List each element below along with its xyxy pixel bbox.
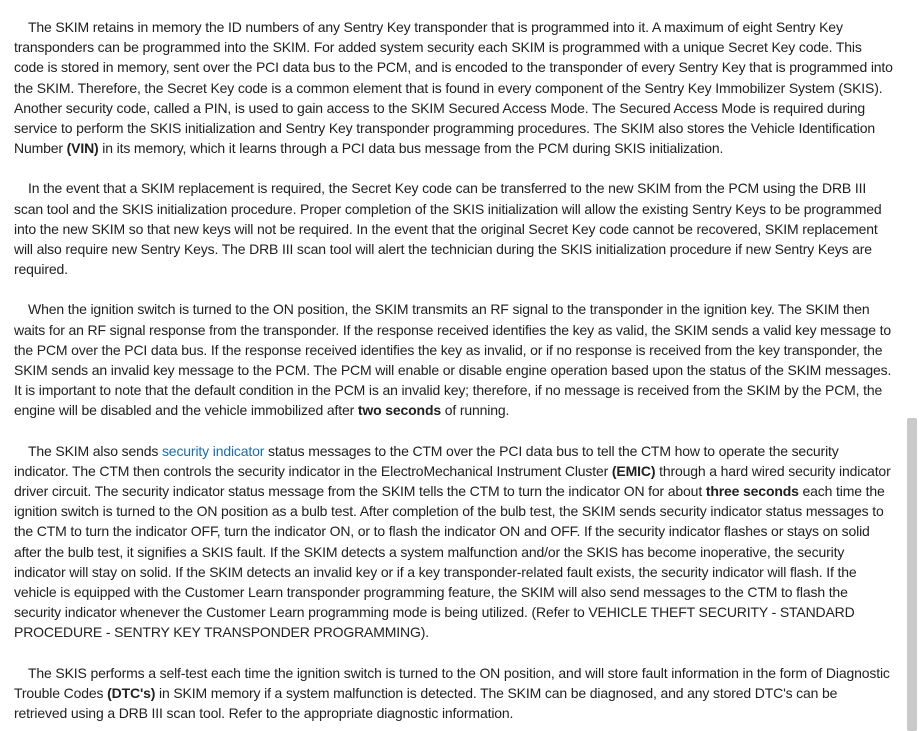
vertical-scrollbar[interactable]: [905, 0, 919, 731]
paragraph-3: [14, 299, 894, 420]
security-indicator-link[interactable]: security indicator: [161, 442, 265, 459]
paragraph-text: The SKIM also sends: [28, 442, 162, 459]
bold-term: (EMIC): [611, 462, 656, 479]
paragraph-text: in SKIM memory if a system malfunction is detected. The SKIM can be diagnosed, and any stored DTC's can be retrieved using a DRB III scan tool. Refer to the appropriate diagnostic information.: [14, 684, 838, 722]
paragraph-2: [14, 178, 894, 279]
bold-term: three seconds: [705, 483, 799, 500]
paragraph-text: The SKIS performs a self-test each time the ignition switch is turned to the ON position, and will store fault information in the form of Diagnostic Trouble Codes: [14, 664, 890, 701]
bold-term: (DTC's): [107, 684, 156, 701]
paragraph-text: through a hard wired security indicator driver circuit. The security indicator status message from the SKIM tells the CTM to turn the indicator ON for about: [14, 462, 891, 500]
bold-term: two seconds: [357, 402, 441, 419]
scrollbar-thumb[interactable]: [907, 418, 917, 731]
document-body: [14, 17, 894, 731]
paragraph-5: [14, 663, 894, 724]
paragraph-text: of running.: [441, 402, 510, 419]
paragraph-text: The SKIM retains in memory the ID numbers of any Sentry Key transponder that is programmed into it. A maximum of eight Sentry Key transponders can be programmed into the SKIM. For added system security each SKIM is programmed with a unique Secret Key code. This code is stored in memory, sent over the PCI data bus to the PCM, and is encoded to the transponder of every Sentry Key that is programmed into the SKIM. Therefore, the Secret Key code is a common element that is found in every component of the Sentry Key Immobilizer System (SKIS). Another security code, called a PIN, is used to gain access to the SKIM Secured Access Mode. The Secured Access Mode is required during service to perform the SKIS initialization and Sentry Key transponder programming procedures. The SKIM also stores the Vehicle Identification Number: [14, 19, 893, 157]
paragraph-text: each time the ignition switch is turned to the ON position as a bulb test. After completion of the bulb test, the SKIM sends security indicator status messages to the CTM to turn the indicator OFF, turn the indicator ON, or to flash the indicator ON and OFF. If the security indicator flashes or stays on solid after the bulb test, it signifies a SKIS fault. If the SKIM detects a system malfunction and/or the SKIS has become inoperative, the security indicator will stay on solid. If the SKIM detects an invalid key or if a key transponder-related fault exists, the security indicator will flash. If the vehicle is equipped with the Customer Learn transponder programming feature, the SKIM will also send messages to the CTM to flash the security indicator whenever the Customer Learn programming mode is being utilized. (Refer to VEHICLE THEFT SECURITY - STANDARD PROCEDURE - SENTRY KEY TRANSPONDER PROGRAMMING).: [14, 483, 885, 641]
paragraph-text: status messages to the CTM over the PCI data bus to tell the CTM how to operate the security indicator. The CTM then controls the security indicator in the ElectroMechanical Instrument Cluster: [14, 442, 839, 479]
paragraph-text: In the event that a SKIM replacement is required, the Secret Key code can be transferred to the new SKIM from the PCM using the DRB III scan tool and the SKIS initialization procedure. Proper completion of the SKIS initialization will allow the existing Sentry Keys to be programmed into the new SKIM so that new keys will not be required. In the event that the original Secret Key code cannot be recovered, SKIM replacement will also require new Sentry Keys. The DRB III scan tool will alert the technician during the SKIS initialization procedure if new Sentry Keys are required.: [14, 180, 882, 278]
paragraph-1: [14, 17, 894, 158]
paragraph-text: When the ignition switch is turned to the ON position, the SKIM transmits an RF signal to the transponder in the ignition key. The SKIM then waits for an RF signal response from the transponder. If the response received identifies the key as valid, the SKIM sends a valid key message to the PCM over the PCI data bus. If the response received identifies the key as invalid, or if no response is received from the key transponder, the SKIM sends an invalid key message to the PCM. The PCM will enable or disable engine operation based upon the status of the SKIM messages. It is important to note that the default condition in the PCM is an invalid key; therefore, if no message is received from the SKIM by the PCM, the engine will be disabled and the vehicle immobilized after: [14, 301, 892, 419]
bold-term: (VIN): [66, 140, 99, 157]
paragraph-4: [14, 441, 894, 643]
paragraph-text: in its memory, which it learns through a PCI data bus message from the PCM during SKIS initialization.: [98, 140, 724, 157]
